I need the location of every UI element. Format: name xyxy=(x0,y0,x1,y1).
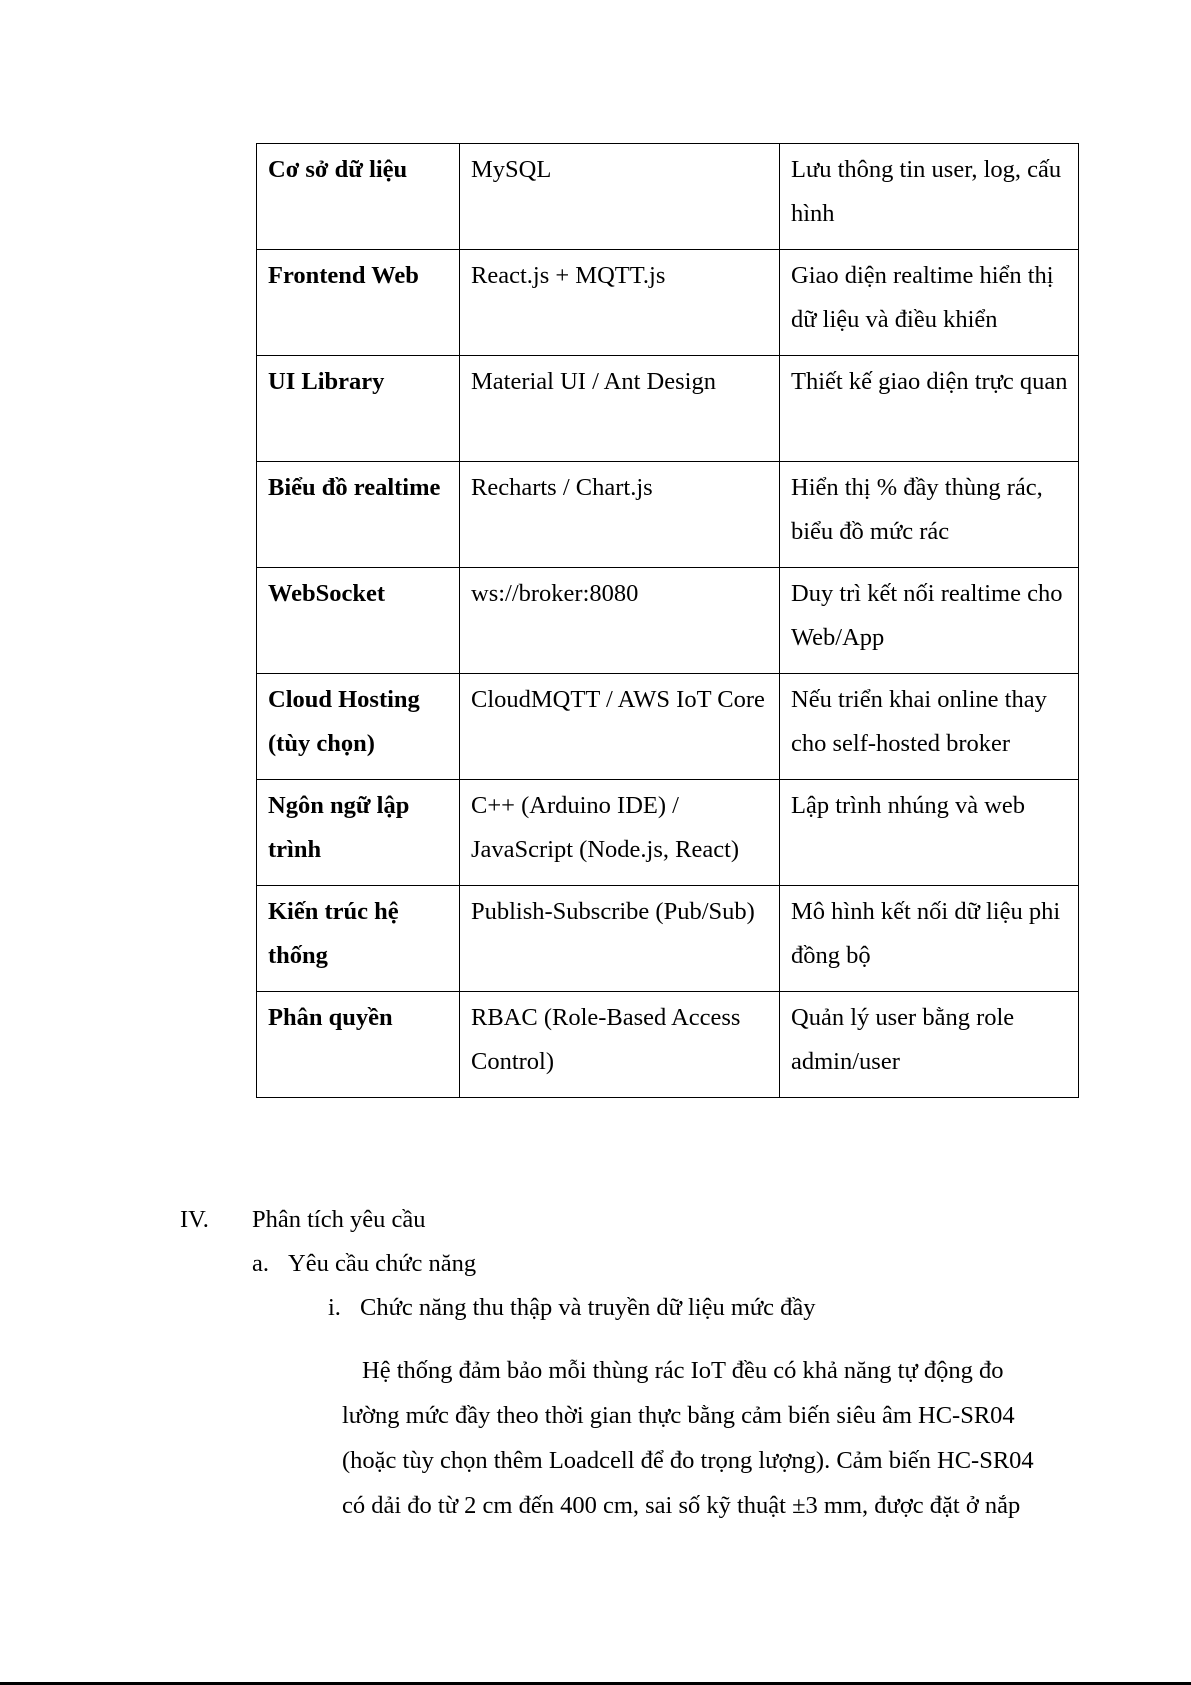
table-cell-technology: ws://broker:8080 xyxy=(460,568,780,674)
section-title: Phân tích yêu cầu xyxy=(252,1206,426,1233)
table-cell-category: Biểu đồ realtime xyxy=(257,462,460,568)
table-row xyxy=(257,992,1079,1098)
table-row xyxy=(257,674,1079,780)
table-row xyxy=(257,568,1079,674)
item-label: i. xyxy=(328,1294,341,1321)
paragraph-line: có dải đo từ 2 cm đến 400 cm, sai số kỹ thuật ±3 mm, được đặt ở nắp xyxy=(342,1492,1021,1519)
table-cell-technology: MySQL xyxy=(460,144,780,250)
table-cell-description: Quản lý user bằng role admin/user xyxy=(780,992,1079,1098)
technology-table xyxy=(256,143,1079,1098)
table-cell-description: Duy trì kết nối realtime cho Web/App xyxy=(780,568,1079,674)
table-cell-category: Frontend Web xyxy=(257,250,460,356)
paragraph-line: Hệ thống đảm bảo mỗi thùng rác IoT đều có khả năng tự động đo xyxy=(362,1357,1004,1384)
table-cell-technology: React.js + MQTT.js xyxy=(460,250,780,356)
table-cell-description: Hiển thị % đầy thùng rác, biểu đồ mức rác xyxy=(780,462,1079,568)
table-cell-description: Thiết kế giao diện trực quan xyxy=(780,356,1079,462)
body-paragraph xyxy=(342,1348,1082,1528)
table-row xyxy=(257,356,1079,462)
table-cell-description: Lưu thông tin user, log, cấu hình xyxy=(780,144,1079,250)
table-cell-category: WebSocket xyxy=(257,568,460,674)
section-number: IV. xyxy=(180,1206,209,1233)
table-cell-category: Cloud Hosting (tùy chọn) xyxy=(257,674,460,780)
technology-table-body xyxy=(257,144,1079,1098)
table-row xyxy=(257,462,1079,568)
table-cell-category: UI Library xyxy=(257,356,460,462)
table-cell-category: Ngôn ngữ lập trình xyxy=(257,780,460,886)
table-cell-category: Cơ sở dữ liệu xyxy=(257,144,460,250)
table-cell-technology: Recharts / Chart.js xyxy=(460,462,780,568)
subsection-title: Yêu cầu chức năng xyxy=(288,1250,477,1277)
table-cell-description: Nếu triển khai online thay cho self-hosted broker xyxy=(780,674,1079,780)
paragraph-line: lường mức đầy theo thời gian thực bằng cảm biến siêu âm HC-SR04 xyxy=(342,1402,1015,1429)
table-cell-description: Lập trình nhúng và web xyxy=(780,780,1079,886)
table-row xyxy=(257,250,1079,356)
table-row xyxy=(257,780,1079,886)
table-cell-technology: RBAC (Role-Based Access Control) xyxy=(460,992,780,1098)
paragraph-line: (hoặc tùy chọn thêm Loadcell để đo trọng lượng). Cảm biến HC-SR04 xyxy=(342,1447,1034,1474)
table-cell-category: Phân quyền xyxy=(257,992,460,1098)
item-title: Chức năng thu thập và truyền dữ liệu mức đầy xyxy=(360,1294,816,1321)
table-row xyxy=(257,886,1079,992)
table-row xyxy=(257,144,1079,250)
subsection-label: a. xyxy=(252,1250,269,1277)
table-cell-technology: Publish-Subscribe (Pub/Sub) xyxy=(460,886,780,992)
table-cell-technology: C++ (Arduino IDE) / JavaScript (Node.js, React) xyxy=(460,780,780,886)
table-cell-description: Giao diện realtime hiển thị dữ liệu và điều khiển xyxy=(780,250,1079,356)
table-cell-technology: CloudMQTT / AWS IoT Core xyxy=(460,674,780,780)
table-cell-description: Mô hình kết nối dữ liệu phi đồng bộ xyxy=(780,886,1079,992)
table-cell-category: Kiến trúc hệ thống xyxy=(257,886,460,992)
table-cell-technology: Material UI / Ant Design xyxy=(460,356,780,462)
